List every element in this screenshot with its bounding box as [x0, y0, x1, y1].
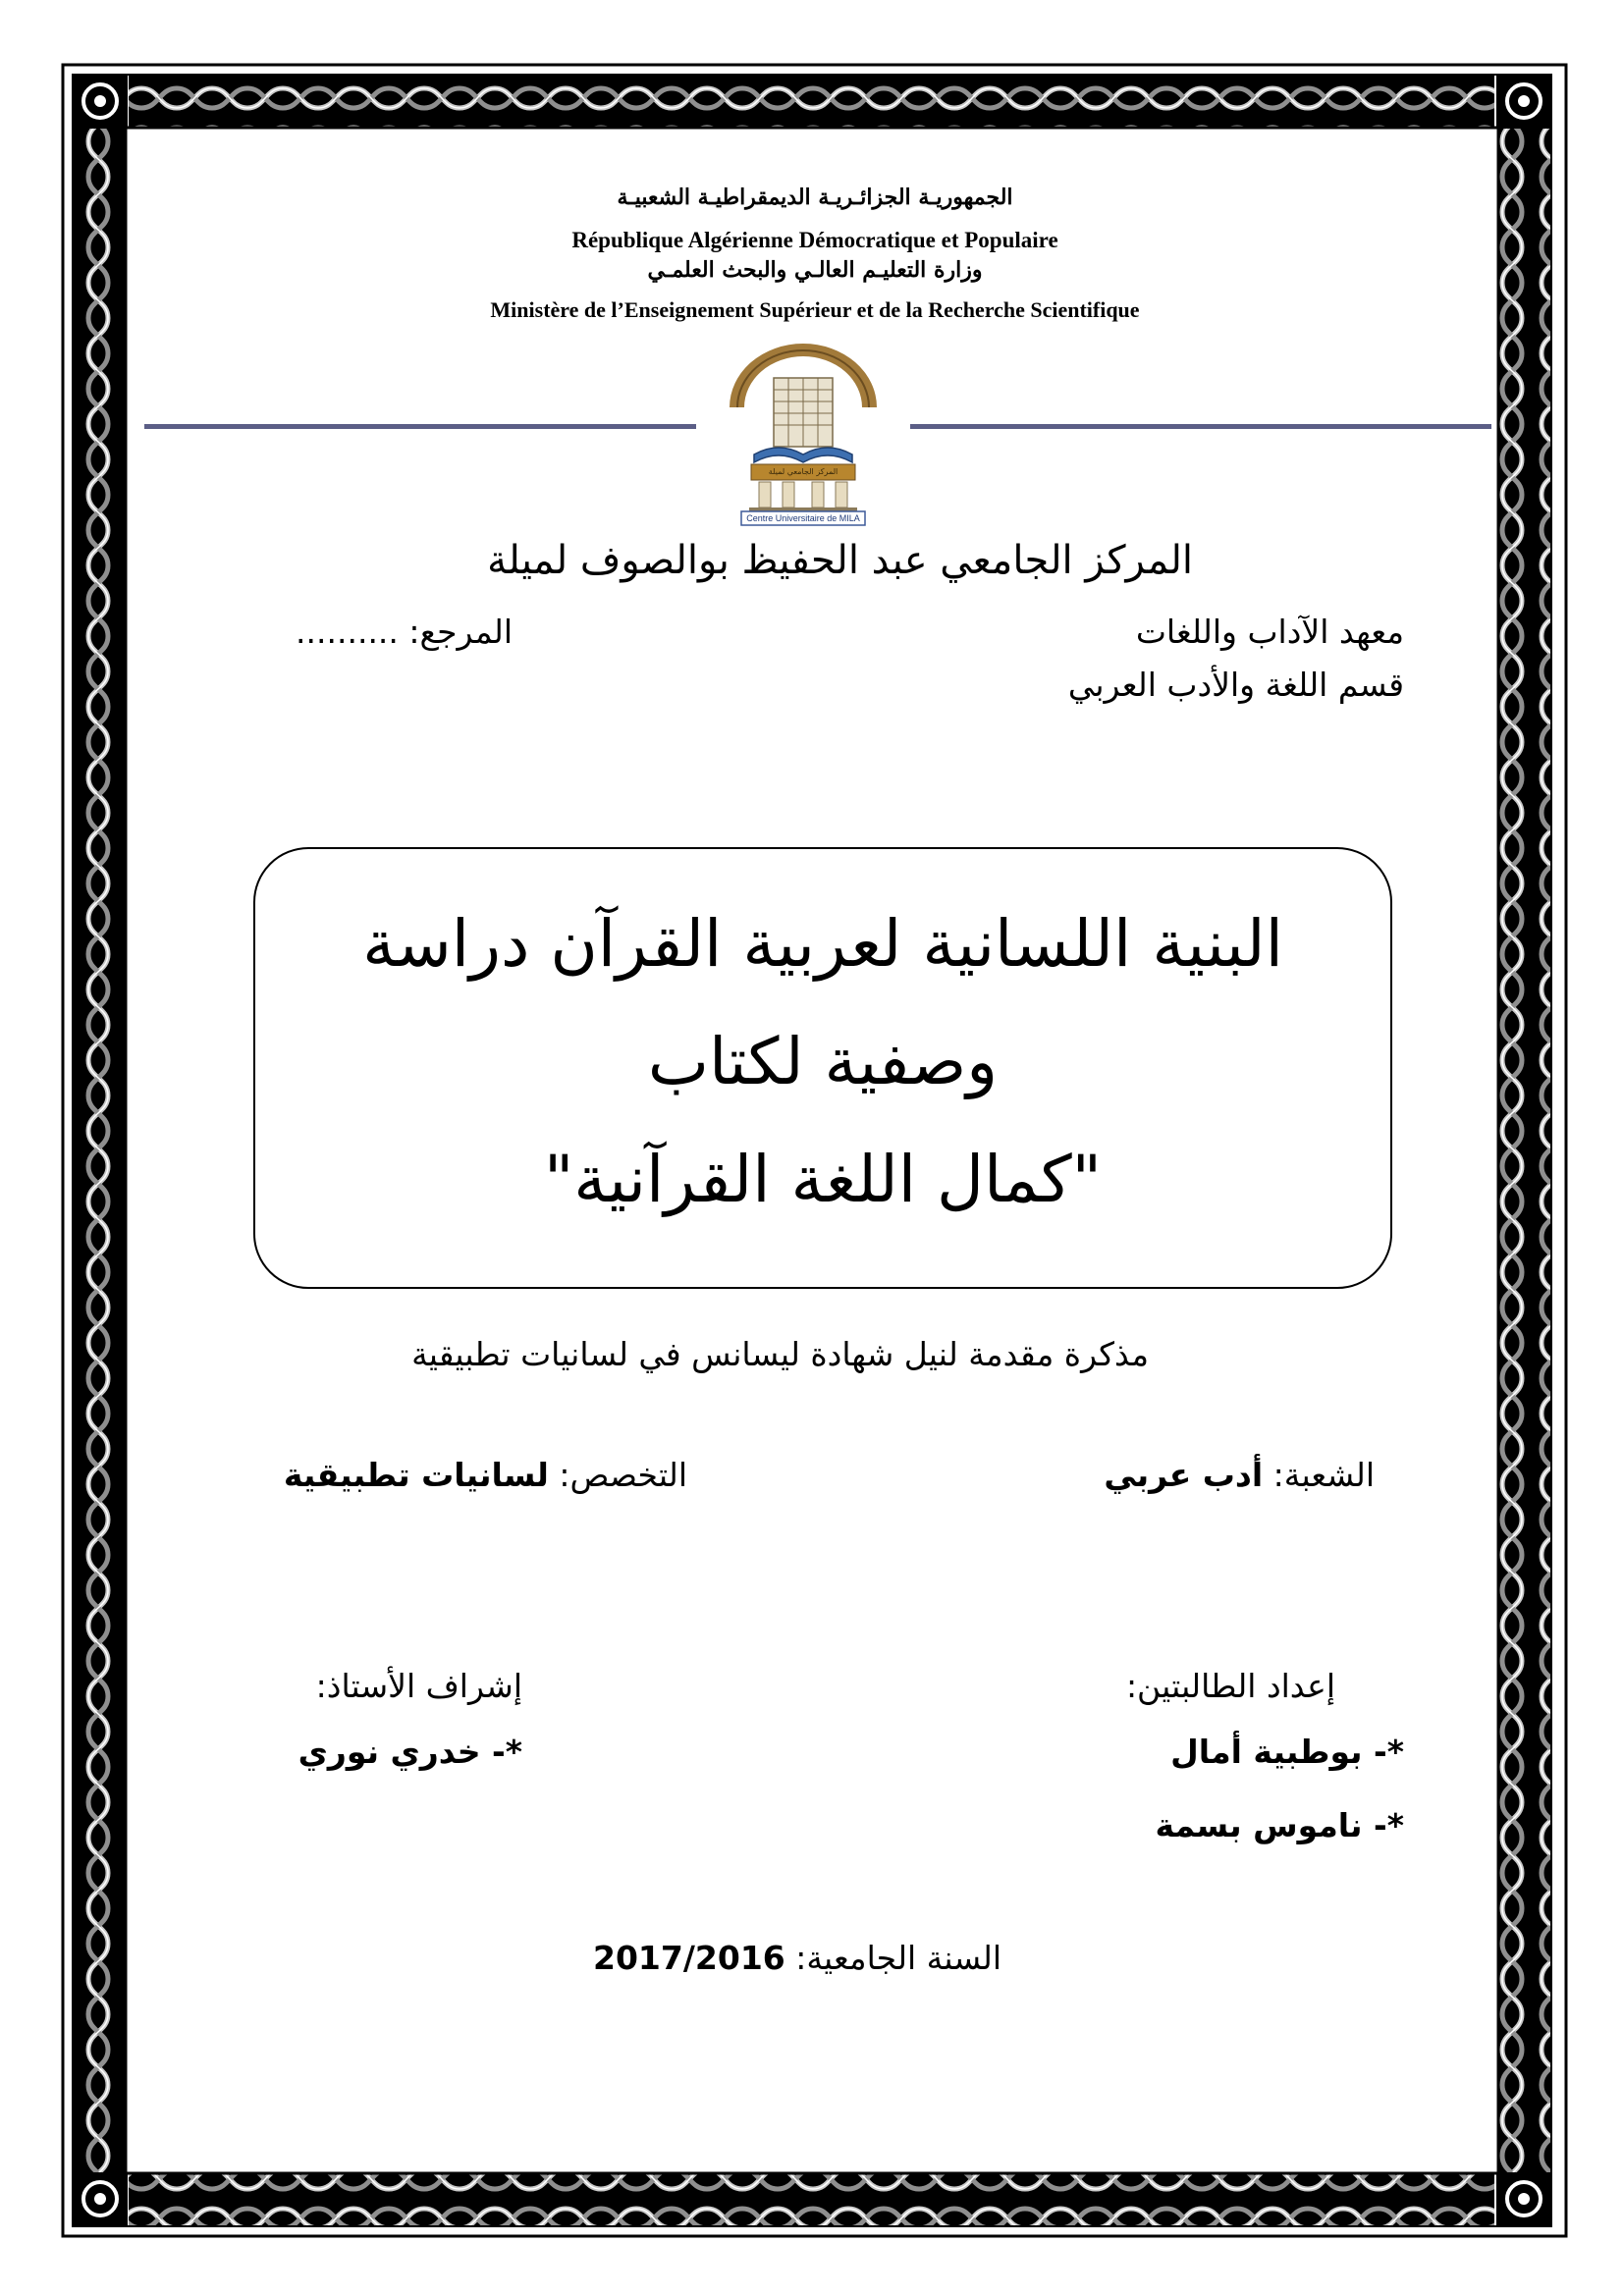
institute-name: معهد الآداب واللغات — [1135, 613, 1404, 651]
corner-ornament-bottom-left — [73, 2172, 128, 2226]
memo-description: مذكرة مقدمة لنيل شهادة ليسانس في لسانيات تطبيقية — [411, 1335, 1149, 1373]
thesis-title-line-3: "كمال اللغة القرآنية" — [543, 1142, 1103, 1217]
corner-ornament-top-right — [1496, 75, 1551, 129]
academic-year-row — [393, 1939, 1001, 1977]
supervisor-name: *- خدري نوري — [298, 1733, 522, 1771]
corner-ornament-top-left — [73, 75, 128, 129]
corner-ornament-bottom-right — [1496, 2172, 1551, 2226]
thesis-title-line-1: البنية اللسانية لعربية القرآن دراسة — [362, 906, 1283, 982]
university-center-name: المركز الجامعي عبد الحفيظ بوالصوف لميلة — [487, 538, 1193, 583]
header-rule-right — [910, 424, 1491, 429]
supervisor-heading: إشراف الأستاذ: — [315, 1667, 522, 1705]
university-logo — [720, 339, 887, 527]
branch-label: الشعبة: — [1263, 1456, 1375, 1494]
university-building-logo-icon — [720, 339, 887, 527]
academic-year-label: السنة الجامعية: — [784, 1939, 1001, 1977]
border-band-right — [1498, 129, 1551, 2173]
ministry-arabic: وزارة التعليـم العالـي والبحث العلمـي — [647, 257, 983, 283]
specialty-label: التخصص: — [548, 1456, 687, 1494]
border-band-bottom — [129, 2173, 1494, 2226]
specialty-value: لسانيات تطبيقية — [283, 1456, 549, 1494]
thesis-title-line-2: وصفية لكتاب — [647, 1024, 999, 1099]
academic-year-value: 2017/2016 — [593, 1939, 785, 1977]
thesis-title-box — [253, 847, 1392, 1289]
branch-row — [884, 1456, 1375, 1494]
ministry-french: Ministère de l’Enseignement Supérieur et de la Recherche Scientifique — [490, 297, 1140, 322]
logo-caption: Centre Universitaire de MILA — [746, 513, 860, 523]
branch-value: أدب عربي — [1104, 1456, 1264, 1494]
header-rule-left — [144, 424, 696, 429]
student-name-1: *- بوطبية أمال — [1170, 1733, 1404, 1771]
republic-arabic: الجمهوريـة الجزائـريـة الديمقراطيـة الشعبيـة — [617, 185, 1013, 210]
republic-french: République Algérienne Démocratique et Populaire — [571, 228, 1058, 252]
logo-banner-text: المركز الجامعي لميلة — [768, 467, 839, 476]
student-name-2: *- ناموس بسمة — [1155, 1806, 1404, 1844]
students-heading: إعداد الطالبتين: — [1125, 1667, 1335, 1705]
reference-number: المرجع: .......... — [296, 613, 513, 651]
border-band-left — [73, 129, 126, 2173]
border-band-top — [129, 75, 1494, 128]
department-name: قسم اللغة والأدب العربي — [1067, 666, 1404, 704]
specialty-row — [245, 1456, 687, 1494]
